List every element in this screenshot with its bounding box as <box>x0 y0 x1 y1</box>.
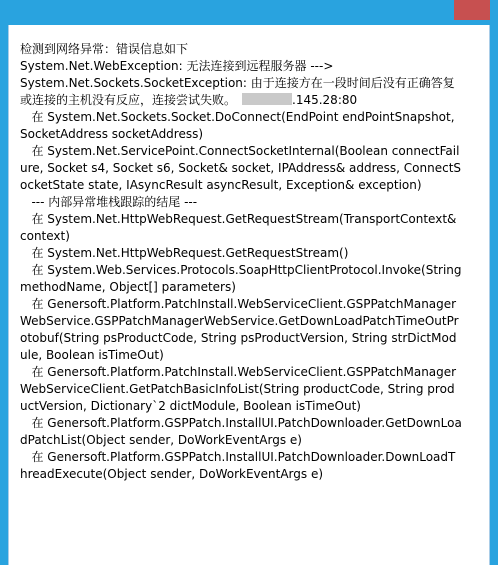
close-button[interactable] <box>454 0 490 20</box>
stack-trace: 在 System.Net.Sockets.Socket.DoConnect(EndPoint endPointSnapshot, SocketAddress socketAddress) 在 System.Net.ServicePoint.ConnectSocketInternal(Boolean connectFailure, Socket s4, Socket s6, Socket& socket, IPAddress& address, ConnectSocketState state, IAsyncResult asyncResult, Exception& exception) --- 内部异常堆栈跟踪的结尾 --- 在 System.Net.HttpWebRequest.GetRequestStream(TransportContext& context) 在 System.Net.HttpWebRequest.GetRequestStream() 在 System.Web.Services.Protocols.SoapHttpClientProtocol.Invoke(String methodName, Object[] parameters) 在 Genersoft.Platform.PatchInstall.WebServiceClient.GSPPatchManagerWebService.GSPPatchManagerWebService.GetDownLoadPatchTimeOutProtobuf(String psProductCode, String psProductVersion, String strDictModule, Boolean isTimeOut) 在 Genersoft.Platform.PatchInstall.WebServiceClient.GSPPatchManagerWebServiceClient.GetPatchBasicInfoList(String productCode, String productVersion, Dictionary`2 dictModule, Boolean isTimeOut) 在 Genersoft.Platform.GSPPatch.InstallUI.PatchDownloader.GetDownLoadPatchList(Object sender, DoWorkEventArgs e) 在 Genersoft.Platform.GSPPatch.InstallUI.PatchDownloader.DownLoadThreadExecute(Object sender, DoWorkEventArgs e) <box>20 110 462 481</box>
ip-address-suffix: .145.28:80 <box>292 93 358 107</box>
redacted-ip-block <box>242 93 292 105</box>
window-frame-left <box>0 25 8 565</box>
error-heading: 检测到网络异常：错误信息如下 <box>20 42 189 56</box>
title-bar[interactable] <box>0 0 498 25</box>
window-frame-right <box>490 25 498 565</box>
exception-message: System.Net.WebException: 无法连接到远程服务器 ---> System.Net.Sockets.SocketException: 由于连接方在一段时间后没有正确答复或连接的主机没有反应，连接尝试失败。 <box>20 59 455 107</box>
error-message-text <box>20 41 462 483</box>
message-area <box>8 25 490 565</box>
